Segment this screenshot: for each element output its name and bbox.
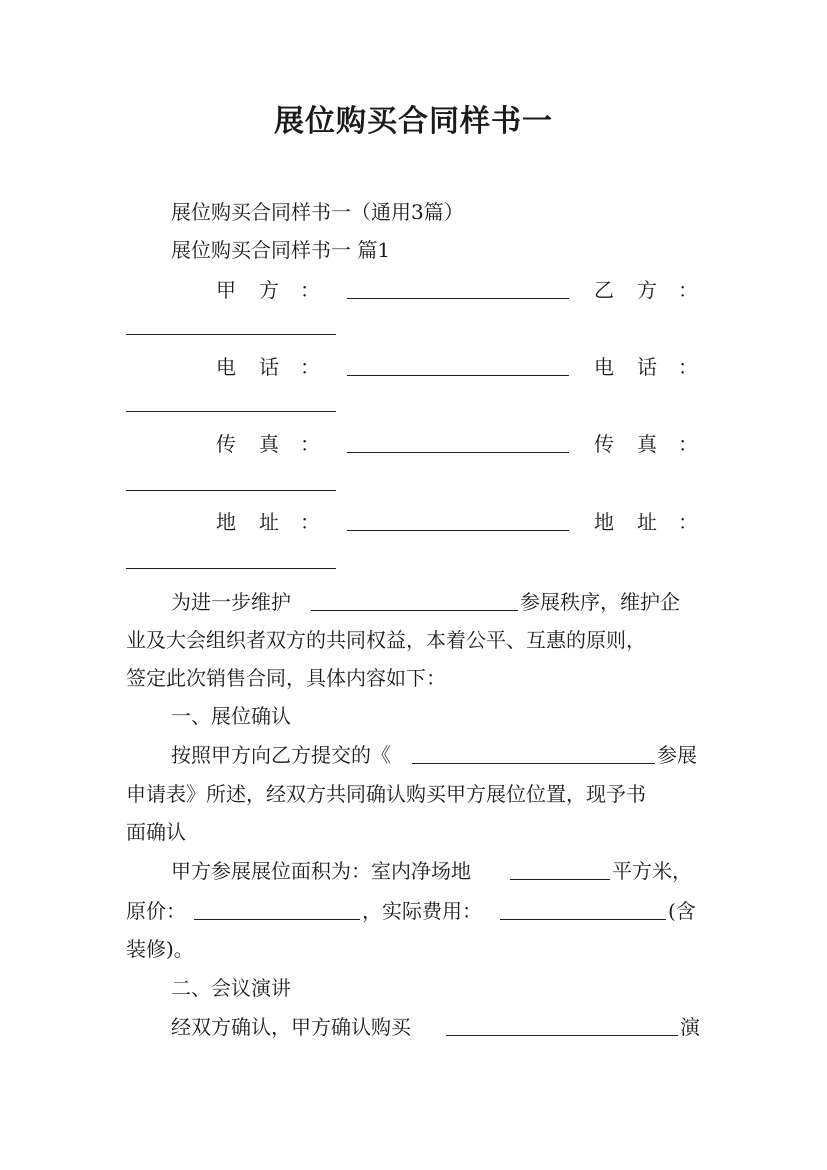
field-label-char: 话 [259,355,279,379]
intro-text-line2: 业及大会组织者双方的共同权益，本着公平、互惠的原则， [126,628,646,652]
area-text-d: ，实际费用： [362,899,482,923]
field-label-char: 电 [594,355,614,379]
party-b-fax-blank[interactable] [126,490,336,491]
party-b-phone-blank[interactable] [126,411,336,412]
field-colon: ： [300,510,320,534]
booth-text-b: 参展 [657,743,697,767]
party-a-name-blank[interactable] [347,298,569,299]
field-label-char: 电 [216,355,236,379]
party-a-fax-blank[interactable] [347,452,569,453]
field-label-char: 真 [637,432,657,456]
field-label-char: 乙 [594,278,614,302]
intro-text-b: 参展秩序，维护企 [520,590,680,614]
field-label-char: 传 [594,432,614,456]
intro-text-line3: 签定此次销售合同，具体内容如下： [126,666,446,690]
speech-text-b: 演 [680,1015,700,1039]
party-b-address-blank[interactable] [126,568,336,569]
area-text-c: 原价： [126,899,186,923]
field-label-char: 方 [637,278,657,302]
field-label-char: 址 [637,510,657,534]
booth-text-a: 按照甲方向乙方提交的《 [171,743,391,767]
field-colon: ： [678,278,698,302]
field-label-char: 话 [637,355,657,379]
field-colon: ： [678,510,698,534]
field-colon: ： [678,432,698,456]
area-text-e: (含 [668,899,696,923]
area-text-b: 平方米， [612,859,692,883]
party-b-name-blank[interactable] [126,334,336,335]
booth-text-line3: 面确认 [126,820,186,844]
field-colon: ： [300,355,320,379]
field-colon: ： [300,278,320,302]
organizer-blank[interactable] [311,610,518,611]
area-blank[interactable] [510,879,610,880]
field-label-char: 方 [259,278,279,302]
speech-blank[interactable] [446,1035,678,1036]
field-label-char: 传 [216,432,236,456]
field-label-char: 真 [259,432,279,456]
intro-text-a: 为进一步维护 [171,590,291,614]
original-price-blank[interactable] [194,919,360,920]
document-subtitle: 展位购买合同样书一（通用3篇） [171,200,464,224]
field-label-char: 甲 [216,278,236,302]
heading-booth-confirmation: 一、展位确认 [171,704,291,728]
area-text-a: 甲方参展展位面积为：室内净场地 [171,859,471,883]
field-label-char: 址 [259,510,279,534]
party-a-phone-blank[interactable] [347,375,569,376]
area-text-line3: 装修)。 [126,937,194,961]
speech-text-a: 经双方确认，甲方确认购买 [171,1015,411,1039]
section-heading: 展位购买合同样书一 篇1 [171,238,391,262]
field-label-char: 地 [594,510,614,534]
party-a-address-blank[interactable] [347,530,569,531]
document-title: 展位购买合同样书一 [274,104,553,139]
application-form-blank[interactable] [412,763,655,764]
field-label-char: 地 [216,510,236,534]
field-colon: ： [300,432,320,456]
field-colon: ： [678,355,698,379]
actual-cost-blank[interactable] [500,919,666,920]
heading-conference-speech: 二、会议演讲 [171,976,291,1000]
booth-text-line2: 申请表》所述，经双方共同确认购买甲方展位位置，现予书 [126,782,646,806]
